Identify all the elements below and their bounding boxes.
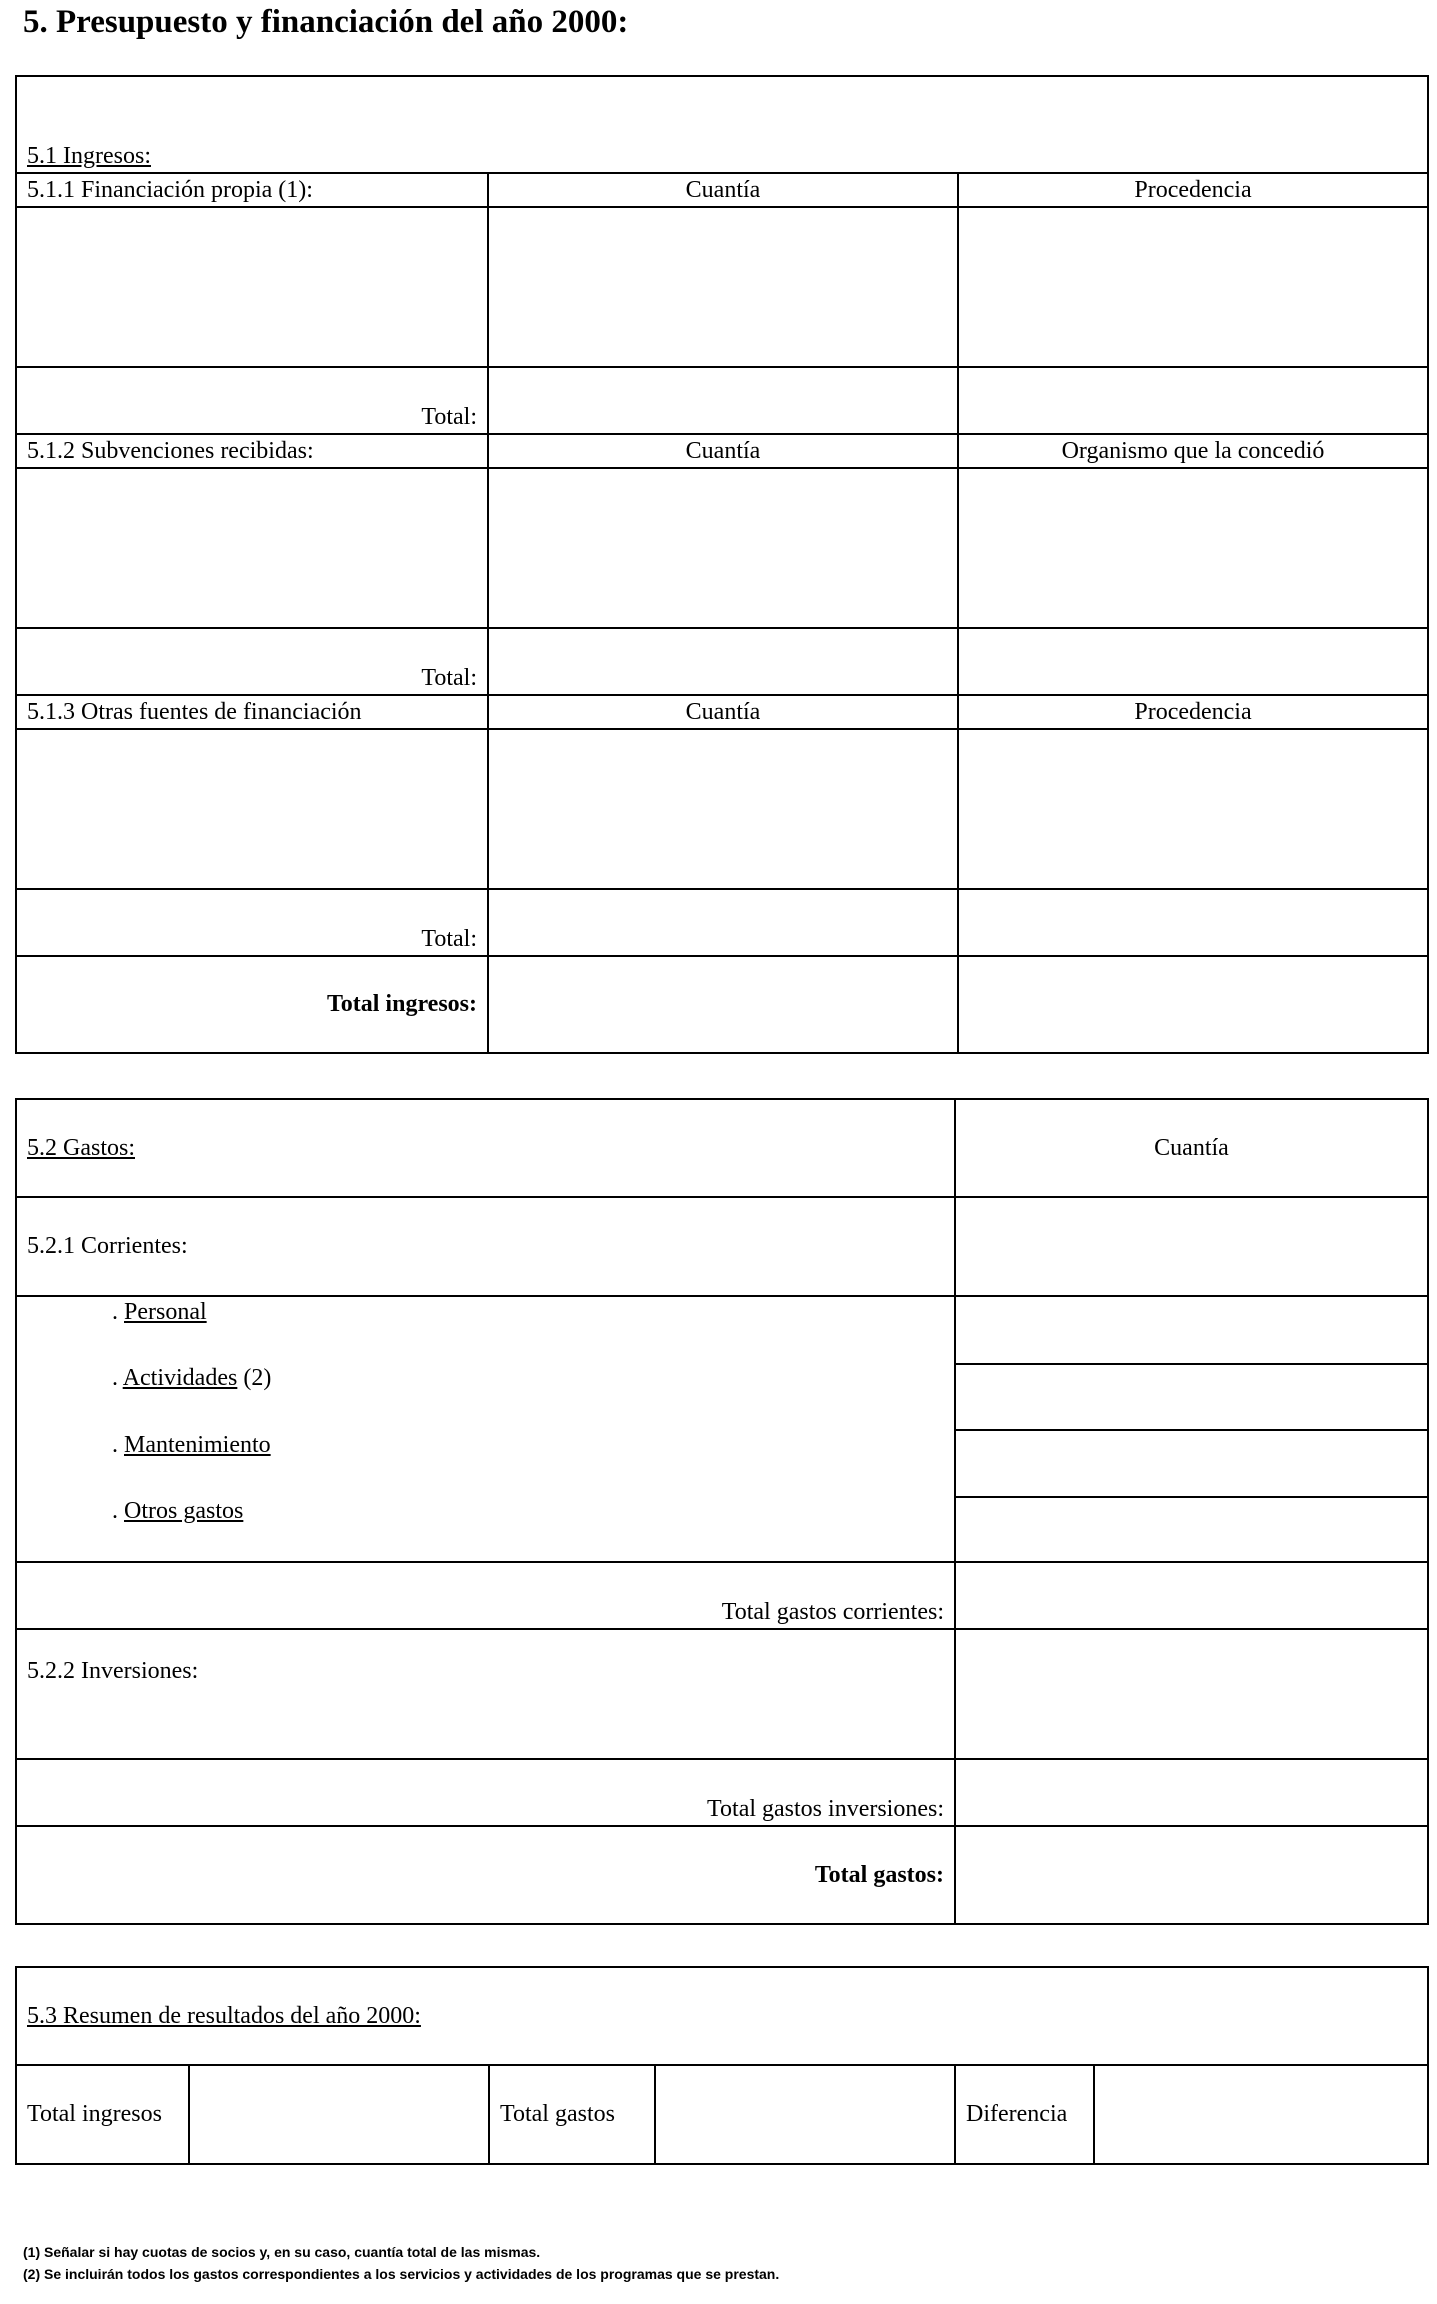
- corrientes-items-cuantia: [955, 1296, 1428, 1562]
- corrientes-label: 5.2.1 Corrientes:: [16, 1197, 955, 1296]
- resumen-total-gastos-label: Total gastos: [489, 2065, 655, 2164]
- propia-total-label: Total:: [16, 367, 488, 434]
- subvenciones-organismo-cell[interactable]: [958, 468, 1428, 628]
- otras-entry-cell[interactable]: [16, 729, 488, 889]
- footnote-2: (2) Se incluirán todos los gastos correspondientes a los servicios y actividades de los programas que se prestan.: [23, 2266, 780, 2282]
- gasto-item-otros: . Otros gastos: [112, 1498, 244, 1524]
- subvenciones-entry-cell[interactable]: [16, 468, 488, 628]
- corrientes-items-cell: [16, 1296, 955, 1562]
- resumen-heading: 5.3 Resumen de resultados del año 2000:: [27, 2002, 421, 2029]
- corrientes-cuantia[interactable]: [955, 1197, 1428, 1296]
- resumen-total-ingresos-value[interactable]: [189, 2065, 489, 2164]
- gasto-item-mantenimiento: . Mantenimiento: [112, 1432, 271, 1458]
- gastos-table: [15, 1098, 1429, 1925]
- gasto-item-personal: . Personal: [112, 1299, 207, 1325]
- propia-procedencia-cell[interactable]: [958, 207, 1428, 367]
- propia-entry-cell[interactable]: [16, 207, 488, 367]
- propia-cuantia-header: Cuantía: [488, 173, 958, 207]
- ingresos-table: [15, 75, 1429, 1054]
- otras-cuantia-header: Cuantía: [488, 695, 958, 729]
- total-gastos-cuantia[interactable]: [955, 1826, 1428, 1924]
- total-gastos-label: Total gastos:: [16, 1826, 955, 1924]
- inversiones-label: 5.2.2 Inversiones:: [16, 1629, 955, 1759]
- otras-procedencia-header: Procedencia: [958, 695, 1428, 729]
- subvenciones-organismo-header: Organismo que la concedió: [958, 434, 1428, 468]
- propia-procedencia-header: Procedencia: [958, 173, 1428, 207]
- subvenciones-label: 5.1.2 Subvenciones recibidas:: [16, 434, 488, 468]
- page-title: 5. Presupuesto y financiación del año 2000:: [23, 4, 629, 40]
- subvenciones-cuantia-cell[interactable]: [488, 468, 958, 628]
- gastos-heading-cell: [16, 1099, 955, 1197]
- gastos-cuantia-header: Cuantía: [955, 1099, 1428, 1197]
- footnote-1: (1) Señalar si hay cuotas de socios y, en su caso, cuantía total de las mismas.: [23, 2244, 541, 2260]
- mantenimiento-label: Mantenimiento: [124, 1432, 271, 1458]
- personal-label: Personal: [124, 1299, 207, 1325]
- subvenciones-cuantia-header: Cuantía: [488, 434, 958, 468]
- otras-procedencia-cell[interactable]: [958, 729, 1428, 889]
- personal-divider: [956, 1363, 1427, 1365]
- ingresos-heading: 5.1 Ingresos:: [27, 143, 151, 169]
- otros-gastos-label: Otros gastos: [124, 1498, 244, 1524]
- total-ingresos-label: Total ingresos:: [16, 956, 488, 1053]
- total-inversiones-cuantia[interactable]: [955, 1759, 1428, 1826]
- inversiones-cuantia[interactable]: [955, 1629, 1428, 1759]
- total-corrientes-label: Total gastos corrientes:: [16, 1562, 955, 1629]
- propia-label: 5.1.1 Financiación propia (1):: [16, 173, 488, 207]
- resumen-heading-cell: [16, 1967, 1428, 2065]
- gastos-heading: 5.2 Gastos:: [27, 1134, 135, 1161]
- propia-cuantia-cell[interactable]: [488, 207, 958, 367]
- subvenciones-total-label: Total:: [16, 628, 488, 695]
- gasto-item-actividades: . Actividades (2): [112, 1365, 272, 1391]
- actividades-divider: [956, 1429, 1427, 1431]
- otras-total-label: Total:: [16, 889, 488, 956]
- resumen-table: [15, 1966, 1429, 2165]
- total-corrientes-cuantia[interactable]: [955, 1562, 1428, 1629]
- resumen-diferencia-value[interactable]: [1094, 2065, 1428, 2164]
- propia-total-cuantia[interactable]: [488, 367, 958, 434]
- otras-total-cuantia[interactable]: [488, 889, 958, 956]
- resumen-diferencia-label: Diferencia: [955, 2065, 1094, 2164]
- otras-total-procedencia[interactable]: [958, 889, 1428, 956]
- total-ingresos-extra[interactable]: [958, 956, 1428, 1053]
- total-ingresos-cuantia[interactable]: [488, 956, 958, 1053]
- subvenciones-total-cuantia[interactable]: [488, 628, 958, 695]
- total-inversiones-label: Total gastos inversiones:: [16, 1759, 955, 1826]
- otras-label: 5.1.3 Otras fuentes de financiación: [16, 695, 488, 729]
- subvenciones-total-organismo[interactable]: [958, 628, 1428, 695]
- mantenimiento-divider: [956, 1496, 1427, 1498]
- propia-total-procedencia[interactable]: [958, 367, 1428, 434]
- actividades-label: Actividades: [122, 1365, 238, 1391]
- resumen-total-gastos-value[interactable]: [655, 2065, 955, 2164]
- otras-cuantia-cell[interactable]: [488, 729, 958, 889]
- resumen-total-ingresos-label: Total ingresos: [16, 2065, 189, 2164]
- ingresos-heading-cell: [16, 76, 1428, 173]
